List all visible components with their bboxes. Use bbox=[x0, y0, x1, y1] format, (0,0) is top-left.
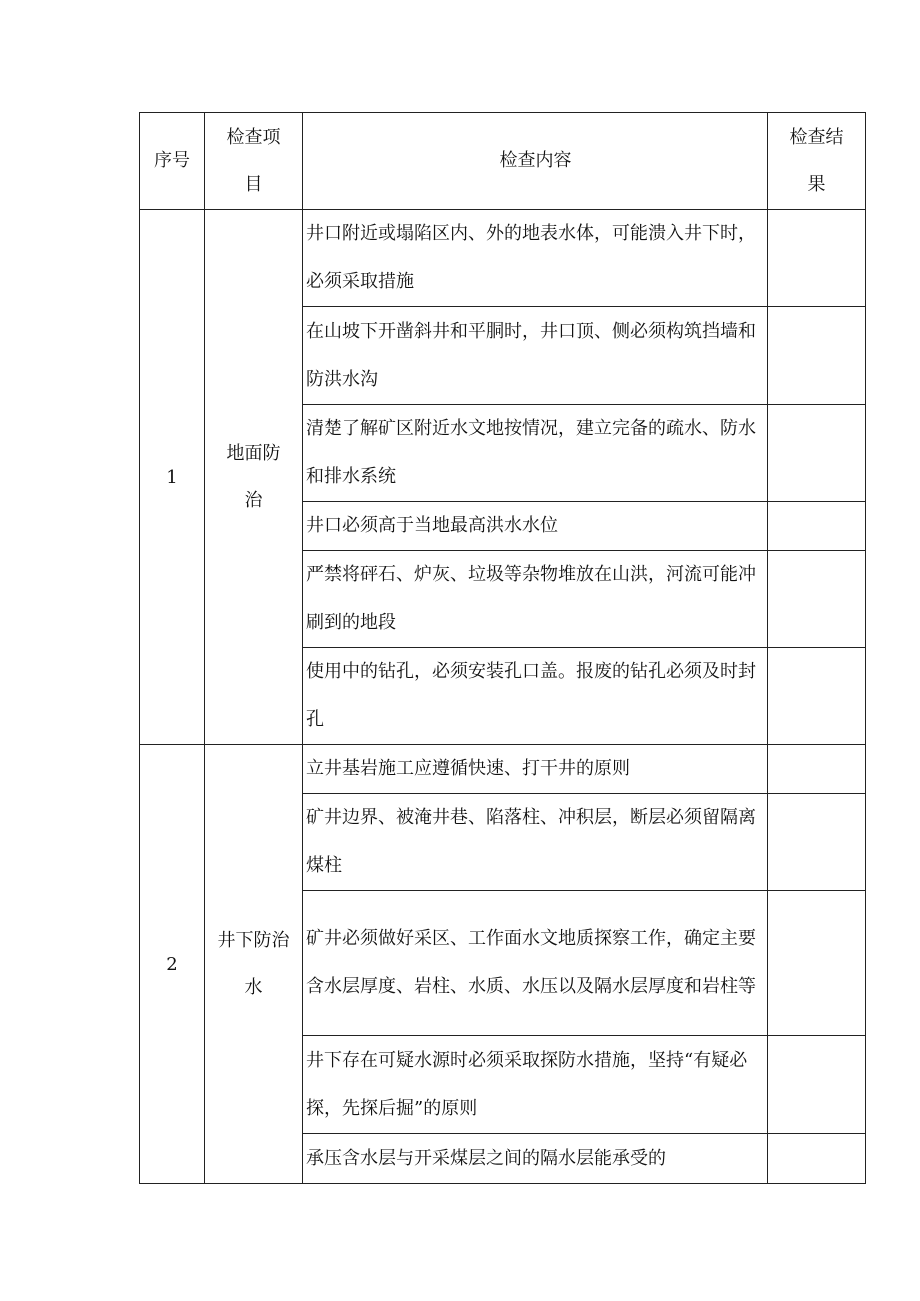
result-cell[interactable] bbox=[768, 210, 866, 307]
result-cell[interactable] bbox=[768, 648, 866, 745]
section-seq: 1 bbox=[140, 210, 205, 745]
content-cell bbox=[303, 210, 768, 307]
section-seq: 2 bbox=[140, 745, 205, 1184]
result-cell[interactable] bbox=[768, 307, 866, 405]
content-text: 立井基岩施工应遵循快速、打干井的原则 bbox=[306, 758, 630, 779]
result-cell[interactable] bbox=[768, 551, 866, 648]
table-row bbox=[140, 745, 866, 794]
content-cell bbox=[303, 1036, 768, 1134]
content-text: 矿井边界、被淹井巷、陷落柱、冲积层，断层必须留隔离煤柱 bbox=[306, 807, 756, 876]
content-cell bbox=[303, 307, 768, 405]
content-text: 严禁将砰石、炉灰、垃圾等杂物堆放在山洪，河流可能冲刷到的地段 bbox=[306, 564, 756, 633]
content-cell bbox=[303, 405, 768, 502]
section-item-line1: 井下防治 bbox=[217, 930, 290, 951]
header-result-line1: 检查结 bbox=[789, 127, 844, 148]
header-result bbox=[768, 113, 866, 210]
content-text: 井口必须高于当地最高洪水水位 bbox=[306, 515, 558, 536]
header-item-line2: 目 bbox=[244, 174, 263, 195]
result-cell[interactable] bbox=[768, 1036, 866, 1134]
result-cell[interactable] bbox=[768, 745, 866, 794]
result-cell[interactable] bbox=[768, 502, 866, 551]
content-cell bbox=[303, 745, 768, 794]
content-cell bbox=[303, 502, 768, 551]
content-cell bbox=[303, 551, 768, 648]
section-item-line2: 水 bbox=[244, 977, 263, 998]
result-cell[interactable] bbox=[768, 794, 866, 891]
section-item-line1: 地面防 bbox=[226, 443, 281, 464]
content-cell bbox=[303, 794, 768, 891]
content-text: 承压含水层与开采煤层之间的隔水层能承受的 bbox=[306, 1147, 666, 1169]
content-text: 清楚了解矿区附近水文地按情况，建立完备的疏水、防水和排水系统 bbox=[306, 418, 756, 487]
content-text: 使用中的钻孔，必须安装孔口盖。报废的钻孔必须及时封孔 bbox=[306, 661, 756, 730]
result-cell[interactable] bbox=[768, 405, 866, 502]
content-text: 井口附近或塌陷区内、外的地表水体，可能溃入井下时，必须采取措施 bbox=[306, 223, 756, 292]
content-cell bbox=[303, 891, 768, 1036]
header-row bbox=[140, 113, 866, 210]
header-seq: 序号 bbox=[140, 113, 205, 210]
inspection-checklist-table bbox=[139, 112, 866, 1184]
section-item bbox=[205, 745, 303, 1184]
section-item-line2: 治 bbox=[244, 490, 263, 511]
header-item bbox=[205, 113, 303, 210]
result-cell[interactable] bbox=[768, 1134, 866, 1184]
content-cell bbox=[303, 1134, 768, 1184]
content-cell bbox=[303, 648, 768, 745]
header-content: 检查内容 bbox=[303, 113, 768, 210]
table-row bbox=[140, 210, 866, 307]
header-item-line1: 检查项 bbox=[226, 127, 281, 148]
content-text: 在山坡下开凿斜井和平胴时，井口顶、侧必须构筑挡墙和防洪水沟 bbox=[306, 320, 756, 390]
content-text: 井下存在可疑水源时必须采取探防水措施，坚持“有疑必探，先探后掘”的原则 bbox=[306, 1049, 748, 1119]
result-cell[interactable] bbox=[768, 891, 866, 1036]
header-result-line2: 果 bbox=[807, 174, 826, 195]
content-text: 矿井必须做好采区、工作面水文地质探察工作，确定主要含水层厚度、岩柱、水质、水压以及隔水层厚度和岩柱等 bbox=[306, 928, 756, 997]
section-item bbox=[205, 210, 303, 745]
